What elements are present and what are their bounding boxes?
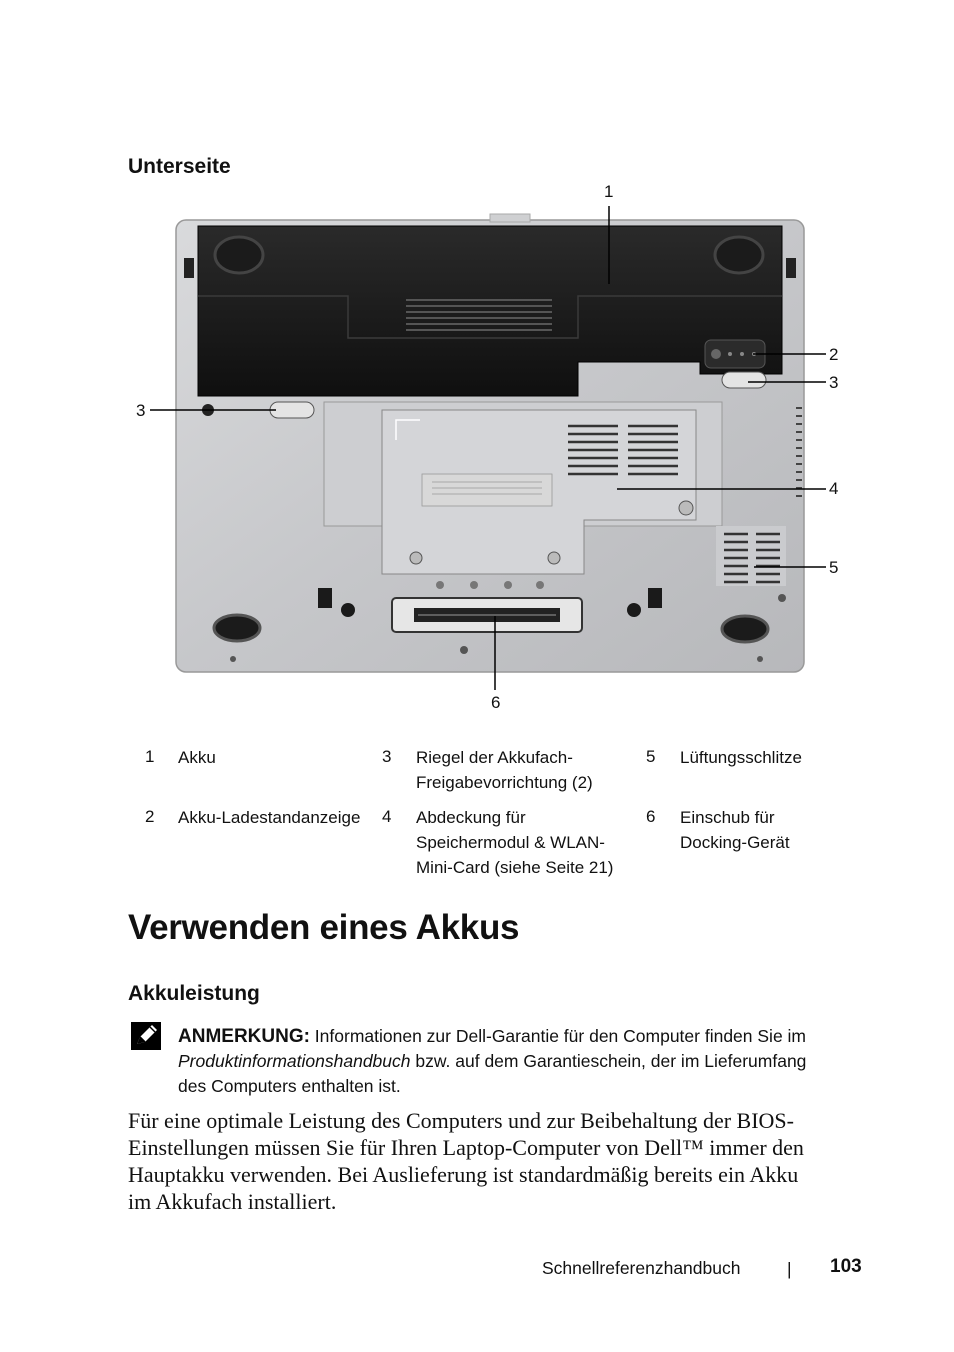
legend-num: 1 [145,747,155,766]
laptop-underside-figure [120,178,850,718]
main-heading: Verwenden eines Akkus [128,908,520,947]
legend-text: Akku-Ladestandanzeige [178,808,361,827]
legend-num: 6 [646,807,656,826]
legend-text: Einschub für Docking-Gerät [680,808,790,852]
callout-6: 6 [491,693,501,712]
callout-3-left: 3 [136,401,146,420]
callout-1: 1 [604,182,614,201]
legend-text: Abdeckung für Speichermodul & WLAN- Mini-Card (siehe Seite 21) [416,808,614,877]
battery-release-latch-left [270,402,314,418]
note-label: ANMERKUNG: [178,1026,310,1047]
callout-4: 4 [829,479,839,498]
note-text-1: Informationen zur Dell-Garantie für den Computer finden Sie im [309,1026,807,1046]
callout-5: 5 [829,558,839,577]
footer-separator: | [787,1259,792,1279]
legend-text: Lüftungsschlitze [680,748,802,767]
callout-2: 2 [829,345,839,364]
battery-release-latch-right [722,372,766,388]
section-heading: Unterseite [128,155,231,178]
body-paragraph: Für eine optimale Leistung des Computers und zur Beibehaltung der BIOS- Einstellungen müssen Sie für Ihren Laptop-Computer von Dell™ immer den Hauptakku verwenden. Bei Auslieferung ist standardmäßig bereits ein Akku im Akkufach installiert. [128,1108,804,1214]
footer-title: Schnellreferenzhandbuch [542,1258,741,1278]
legend-num: 5 [646,747,656,766]
legend-text: Akku [178,748,216,767]
legend-num: 4 [382,807,392,826]
legend-text: Riegel der Akkufach- Freigabevorrichtung (2) [416,748,593,792]
note-text-3: des Computers enthalten ist. [178,1076,401,1096]
note-pencil-icon [130,1021,162,1051]
callout-3-right: 3 [829,373,839,392]
legend-num: 2 [145,807,155,826]
note-italic: Produktinformationshandbuch [178,1051,411,1071]
note-block [178,1024,858,1099]
legend-num: 3 [382,747,392,766]
page-number: 103 [830,1256,862,1277]
note-text-2: bzw. auf dem Garantieschein, der im Lieferumfang [410,1051,807,1071]
sub-heading: Akkuleistung [128,982,260,1005]
